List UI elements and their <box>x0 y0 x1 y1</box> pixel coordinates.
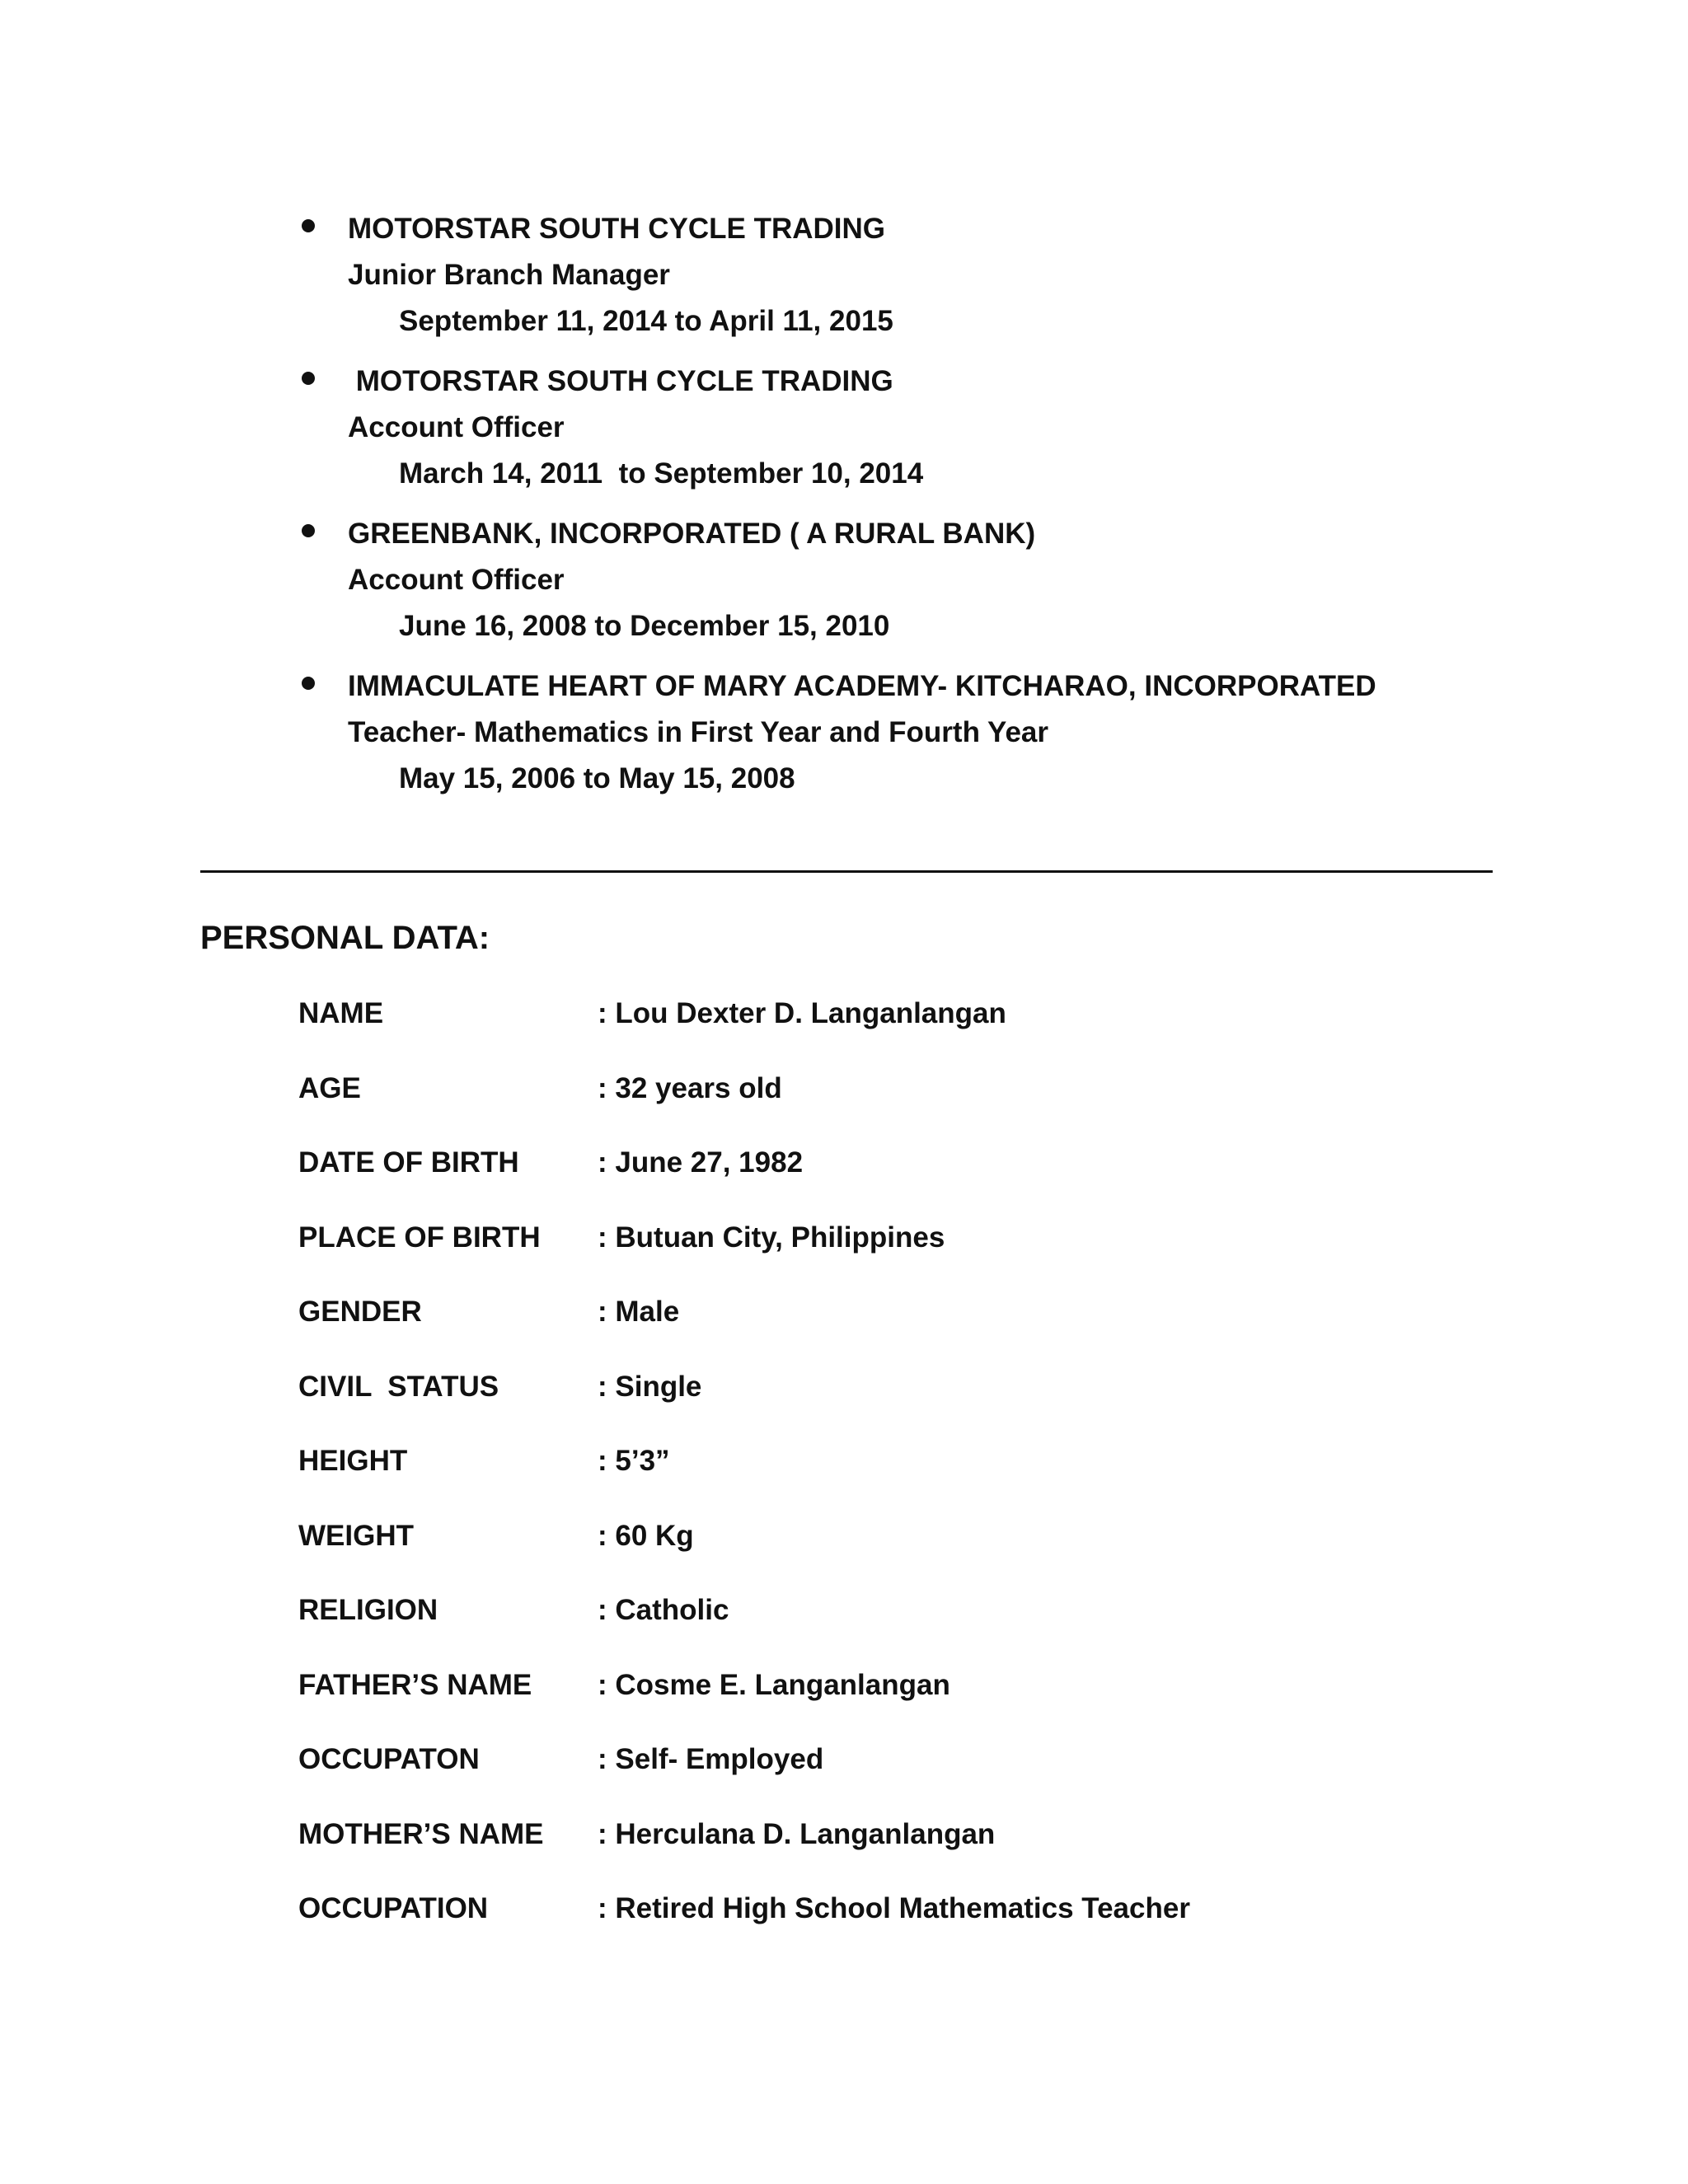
field-label: DATE OF BIRTH <box>298 1146 519 1179</box>
employer-name: GREENBANK, INCORPORATED ( A RURAL BANK) <box>348 518 1036 550</box>
personal-data-row <box>298 1886 1535 1961</box>
personal-data-row <box>298 1811 1535 1886</box>
personal-data-row <box>298 1438 1535 1513</box>
employment-entry <box>297 511 1533 649</box>
bullet-icon <box>302 372 315 385</box>
field-label: MOTHER’S NAME <box>298 1817 544 1850</box>
personal-data-row <box>298 1289 1535 1364</box>
personal-data-row <box>298 1587 1535 1662</box>
field-label: NAME <box>298 997 384 1029</box>
personal-data-heading: PERSONAL DATA: <box>200 920 490 956</box>
field-label: HEIGHT <box>298 1445 408 1477</box>
field-value: : Self- Employed <box>598 1743 824 1775</box>
personal-data-row <box>298 1513 1535 1588</box>
field-value: : Retired High School Mathematics Teacher <box>598 1892 1190 1924</box>
personal-data-list <box>298 991 1535 1961</box>
field-value: : Butuan City, Philippines <box>598 1221 945 1254</box>
employment-dates: September 11, 2014 to April 11, 2015 <box>399 305 893 337</box>
employment-dates: May 15, 2006 to May 15, 2008 <box>399 762 795 794</box>
employment-entry <box>297 359 1533 497</box>
personal-data-row <box>298 1736 1535 1811</box>
field-label: OCCUPATON <box>298 1743 480 1775</box>
personal-data-row <box>298 1066 1535 1141</box>
employer-name: IMMACULATE HEART OF MARY ACADEMY- KITCHARAO, INCORPORATED <box>348 670 1376 702</box>
personal-data-row <box>298 1215 1535 1290</box>
bullet-icon <box>302 677 315 690</box>
job-position: Account Officer <box>348 411 565 443</box>
field-label: FATHER’S NAME <box>298 1668 532 1701</box>
field-label: WEIGHT <box>298 1519 414 1552</box>
job-position: Teacher- Mathematics in First Year and Fourth Year <box>348 716 1049 748</box>
employer-name: MOTORSTAR SOUTH CYCLE TRADING <box>348 365 893 397</box>
field-value: : Lou Dexter D. Langanlangan <box>598 997 1006 1029</box>
personal-data-row <box>298 1364 1535 1439</box>
section-divider <box>200 870 1493 873</box>
field-value: : 60 Kg <box>598 1519 694 1552</box>
field-label: OCCUPATION <box>298 1892 489 1924</box>
field-value: : Cosme E. Langanlangan <box>598 1668 950 1701</box>
field-label: CIVIL STATUS <box>298 1370 499 1403</box>
field-label: GENDER <box>298 1296 422 1328</box>
field-value: : Herculana D. Langanlangan <box>598 1817 996 1850</box>
field-label: RELIGION <box>298 1594 438 1626</box>
field-value: : June 27, 1982 <box>598 1146 804 1179</box>
employment-entry <box>297 206 1533 344</box>
employment-list <box>297 206 1533 816</box>
field-value: : Male <box>598 1296 680 1328</box>
personal-data-row <box>298 1140 1535 1215</box>
bullet-icon <box>302 219 315 232</box>
personal-data-row <box>298 991 1535 1066</box>
field-value: : 5’3” <box>598 1445 670 1477</box>
field-value: : Catholic <box>598 1594 729 1626</box>
employer-name: MOTORSTAR SOUTH CYCLE TRADING <box>348 213 886 245</box>
field-value: : Single <box>598 1370 702 1403</box>
field-value: : 32 years old <box>598 1071 782 1104</box>
job-position: Account Officer <box>348 564 565 596</box>
field-label: PLACE OF BIRTH <box>298 1221 541 1254</box>
personal-data-row <box>298 1662 1535 1737</box>
field-label: AGE <box>298 1071 361 1104</box>
employment-dates: June 16, 2008 to December 15, 2010 <box>399 610 890 642</box>
bullet-icon <box>302 524 315 537</box>
job-position: Junior Branch Manager <box>348 259 670 291</box>
employment-entry <box>297 663 1533 802</box>
employment-dates: March 14, 2011 to September 10, 2014 <box>399 457 924 490</box>
